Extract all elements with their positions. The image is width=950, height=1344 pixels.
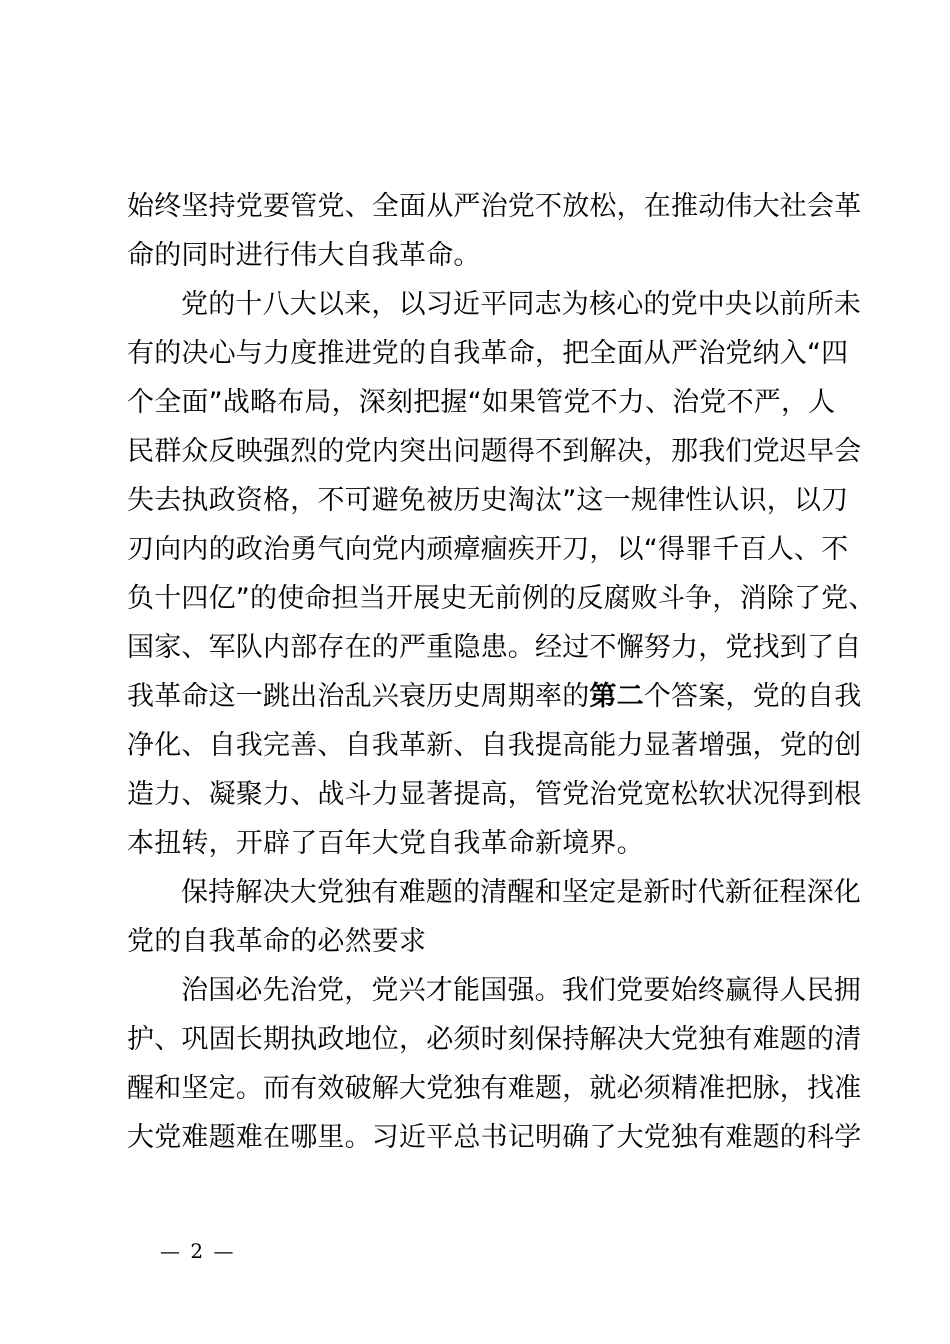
text-line: 净化、自我完善、自我革新、自我提高能力显著增强，党的创 [127,730,862,761]
text-line: 造力、凝聚力、战斗力显著提高，管党治党宽松软状况得到根 [127,779,862,810]
text-line: 刃向内的政治勇气向党内顽瘴痼疾开刀，以“得罪千百人、不 [127,534,849,565]
text-line: 护、巩固长期执政地位，必须时刻保持解决大党独有难题的清 [127,1024,862,1055]
text-line: 失去执政资格，不可避免被历史淘汰”这一规律性认识，以刀 [127,485,849,516]
text-run: 个答案，党的自我 [643,681,862,712]
text-line [127,672,862,721]
text-line: 国家、军队内部存在的严重隐患。经过不懈努力，党找到了自 [127,632,862,663]
text-line: 始终坚持党要管党、全面从严治党不放松，在推动伟大社会革 [127,191,862,222]
text-line: 醒和坚定。而有效破解大党独有难题，就必须精准把脉，找准 [127,1073,862,1104]
text-line: 命的同时进行伟大自我革命。 [127,240,481,271]
text-line: 有的决心与力度推进党的自我革命，把全面从严治党纳入“四 [127,338,849,369]
document-body [127,182,876,1162]
section-heading-line: 保持解决大党独有难题的清醒和坚定是新时代新征程深化 [181,877,861,908]
text-line: 民群众反映强烈的党内突出问题得不到解决，那我们党迟早会 [127,436,862,467]
text-line: 大党难题难在哪里。习近平总书记明确了大党独有难题的科学 [127,1122,862,1153]
text-line: 党的十八大以来，以习近平同志为核心的党中央以前所未 [181,289,861,320]
text-line: 负十四亿”的使命担当开展史无前例的反腐败斗争，消除了党、 [127,583,876,614]
section-heading-line: 党的自我革命的必然要求 [127,926,427,957]
text-line: 治国必先治党，党兴才能国强。我们党要始终赢得人民拥 [181,975,861,1006]
text-run: 我革命这一跳出治乱兴衰历史周期率的 [127,681,590,712]
bold-text-run: 第二 [589,681,644,712]
page-number: — 2 — [160,1239,236,1263]
text-line: 个全面”战略布局，深刻把握“如果管党不力、治党不严，人 [127,387,836,418]
text-line: 本扭转，开辟了百年大党自我革命新境界。 [127,828,644,859]
